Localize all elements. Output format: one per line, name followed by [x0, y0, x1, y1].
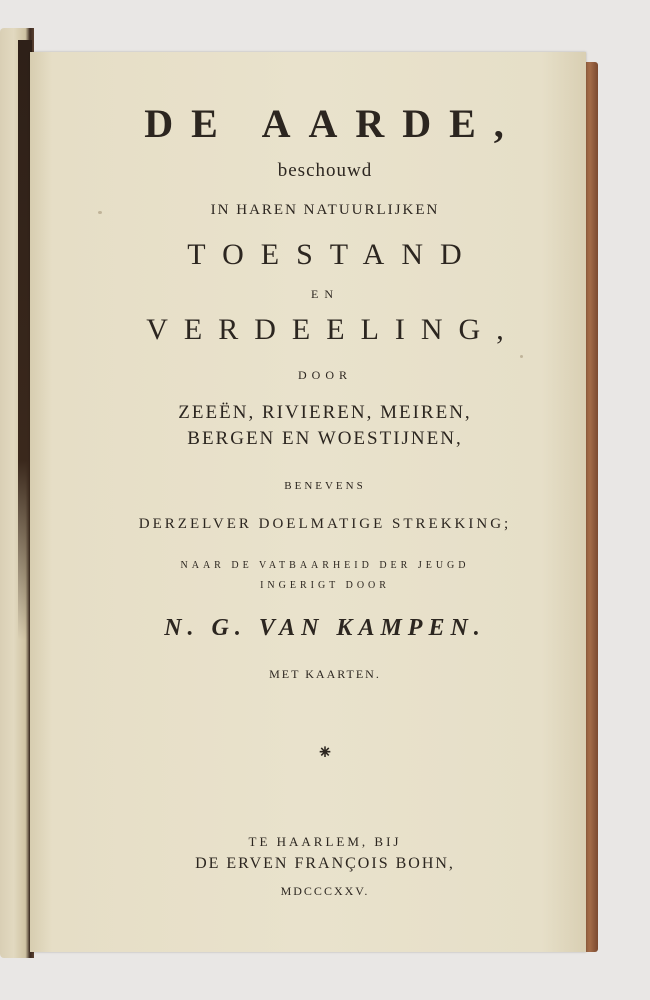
subtitle-toestand: TOESTAND	[187, 238, 479, 271]
imprint-place: TE HAARLEM, BIJ	[248, 834, 402, 849]
subtitle-derzelver: DERZELVER DOELMATIGE STREKKING;	[138, 516, 512, 532]
subtitle-naar: NAAR DE VATBAARHEID DER JEUGD	[180, 560, 470, 571]
title-page	[30, 52, 586, 952]
subtitle-en: EN	[311, 287, 339, 301]
subtitle-benevens: BENEVENS	[284, 480, 366, 492]
subtitle-beschouwd: beschouwd	[277, 160, 373, 181]
subtitle-bergen: BERGEN EN WOESTIJNEN,	[187, 428, 463, 449]
subtitle-haren: IN HAREN NATUURLIJKEN	[210, 202, 440, 218]
subtitle-ingerigt: INGERIGT DOOR	[260, 580, 390, 591]
imprint-publisher: DE ERVEN FRANÇOIS BOHN,	[195, 855, 455, 872]
subtitle-door: DOOR	[297, 368, 352, 382]
book-title: DE AARDE,	[144, 101, 522, 146]
ornament-icon: ⁕	[316, 742, 334, 764]
subtitle-verdeeling: VERDEELING,	[146, 313, 520, 346]
author-name: N. G. VAN KAMPEN.	[164, 615, 486, 641]
subtitle-zeeen: ZEEËN, RIVIEREN, MEIREN,	[178, 402, 472, 423]
subtitle-kaarten: MET KAARTEN.	[269, 667, 381, 681]
foxing-spot	[520, 355, 523, 358]
imprint-year: MDCCCXXV.	[280, 884, 370, 898]
